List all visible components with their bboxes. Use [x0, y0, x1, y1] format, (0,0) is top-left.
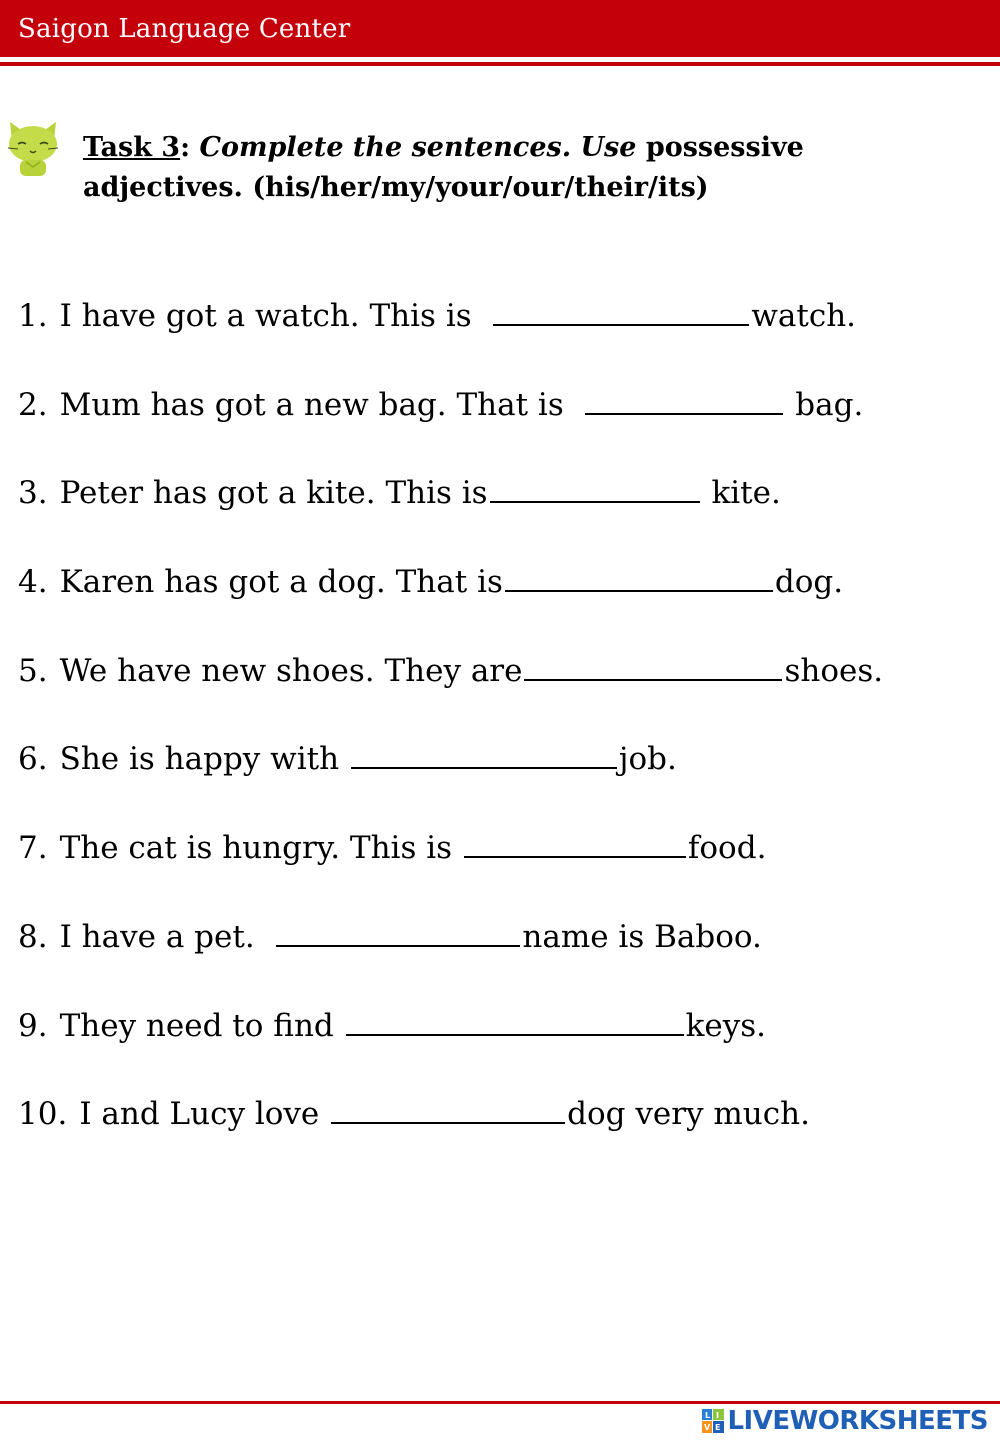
answer-blank-4[interactable]	[505, 562, 773, 592]
sentence-5	[18, 647, 983, 736]
footer-divider	[0, 1401, 1000, 1404]
brand-text: LIVEWORKSHEETS	[727, 1406, 988, 1436]
sentence-9	[18, 1002, 983, 1091]
answer-blank-9[interactable]	[346, 1006, 684, 1036]
sentence-text-after: food.	[687, 830, 767, 867]
task-instruction: possessive adjectives. (his/her/my/your/our/their/its)	[83, 132, 804, 203]
sentence-text-after: keys.	[685, 1007, 767, 1044]
task-instruction-italic: Complete the sentences. Use	[199, 132, 637, 163]
sentence-7	[18, 824, 983, 913]
sentence-4	[18, 558, 983, 647]
sentence-number: 1.	[18, 298, 48, 334]
task-label: Task 3	[83, 132, 181, 163]
sentence-list	[18, 292, 983, 1179]
sentence-text-after: bag.	[785, 386, 864, 423]
sentence-text-after: dog.	[774, 564, 844, 601]
sentence-text-before: They need to find	[59, 1007, 344, 1044]
svg-text:L: L	[705, 1411, 711, 1420]
svg-text:E: E	[715, 1423, 721, 1432]
answer-blank-3[interactable]	[490, 473, 700, 503]
answer-blank-7[interactable]	[464, 828, 686, 858]
answer-blank-6[interactable]	[351, 739, 617, 769]
sentence-6	[18, 735, 983, 824]
task-colon: :	[180, 132, 191, 163]
sentence-number: 3.	[18, 475, 48, 512]
sentence-text-after: job.	[618, 741, 677, 778]
sentence-8	[18, 913, 983, 1002]
cat-icon	[4, 118, 62, 178]
answer-blank-1[interactable]	[493, 296, 749, 326]
brand[interactable]	[702, 1405, 988, 1437]
answer-blank-10[interactable]	[331, 1094, 565, 1124]
sentence-number: 5.	[18, 652, 48, 689]
sentence-text-after: shoes.	[784, 652, 884, 689]
svg-text:I: I	[716, 1411, 720, 1420]
header-bar	[0, 0, 1000, 57]
sentence-text-before: Peter has got a kite. This is	[59, 475, 488, 512]
sentence-text-before: She is happy with	[59, 741, 349, 778]
answer-blank-5[interactable]	[524, 651, 782, 681]
sentence-text-before: Mum has got a new bag. That is	[59, 386, 584, 423]
sentence-text-before: I and Lucy love	[79, 1096, 330, 1133]
sentence-text-before: I have a pet.	[59, 918, 275, 955]
answer-blank-2[interactable]	[585, 385, 783, 415]
task-heading	[83, 128, 963, 208]
sentence-3	[18, 469, 983, 558]
sentence-number: 8.	[18, 918, 48, 955]
sentence-text-after: kite.	[701, 475, 781, 512]
sentence-text-before: I have got a watch. This is	[59, 298, 492, 334]
header-divider	[0, 62, 1000, 66]
sentence-text-after: name is Baboo.	[522, 918, 762, 955]
sentence-number: 6.	[18, 741, 48, 778]
sentence-1	[18, 292, 983, 381]
sentence-text-after: dog very much.	[567, 1096, 810, 1133]
header-title: Saigon Language Center	[18, 14, 351, 44]
sentence-number: 9.	[18, 1007, 48, 1044]
sentence-number: 4.	[18, 564, 48, 601]
sentence-10	[18, 1090, 983, 1179]
sentence-2	[18, 381, 983, 470]
sentence-text-before: The cat is hungry. This is	[59, 830, 462, 867]
sentence-number: 7.	[18, 830, 48, 867]
sentence-text-before: We have new shoes. They are	[59, 652, 523, 689]
sentence-text-after: watch.	[751, 298, 857, 334]
sentence-text-before: Karen has got a dog. That is	[59, 564, 503, 601]
sentence-number: 10.	[18, 1096, 68, 1133]
sentence-number: 2.	[18, 386, 48, 423]
liveworksheets-logo-icon	[702, 1409, 724, 1433]
answer-blank-8[interactable]	[276, 917, 520, 947]
svg-text:V: V	[704, 1423, 711, 1432]
